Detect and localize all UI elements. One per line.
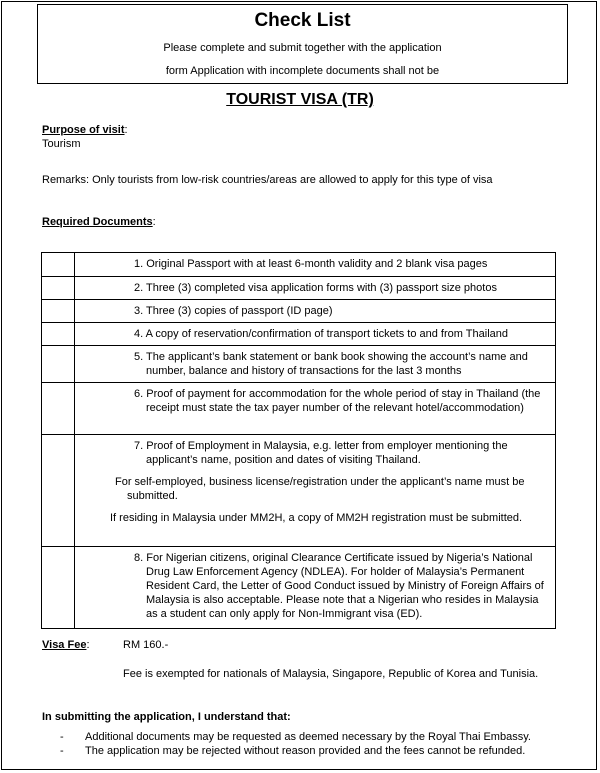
list-item-text: The application may be rejected without reason provided and the fees cannot be refunded. bbox=[85, 745, 526, 757]
document-item: 1. Original Passport with at least 6-month validity and 2 blank visa pages bbox=[134, 258, 488, 270]
dash-bullet: - bbox=[60, 731, 64, 743]
table-row bbox=[42, 323, 556, 346]
document-item: 2. Three (3) completed visa application forms with (3) passport size photos bbox=[134, 282, 497, 294]
understanding-heading: In submitting the application, I understand that: bbox=[42, 711, 291, 723]
checkbox-cell[interactable] bbox=[42, 383, 75, 435]
table-row bbox=[42, 277, 556, 300]
checkbox-cell[interactable] bbox=[42, 253, 75, 277]
checklist-header bbox=[37, 4, 568, 84]
visa-fee-colon: : bbox=[86, 639, 90, 651]
header-instruction-line-1: Please complete and submit together with the application bbox=[163, 42, 442, 54]
checkbox-cell[interactable] bbox=[42, 435, 75, 547]
required-documents-table bbox=[41, 252, 556, 629]
required-documents-heading bbox=[42, 215, 156, 229]
visa-fee-label: Visa Fee bbox=[42, 639, 87, 651]
document-cell bbox=[75, 300, 556, 323]
list-item bbox=[60, 730, 590, 744]
required-documents-label: Required Documents bbox=[42, 216, 153, 228]
checkbox-cell[interactable] bbox=[42, 346, 75, 383]
required-documents-colon: : bbox=[152, 216, 156, 228]
document-cell bbox=[75, 323, 556, 346]
document-cell bbox=[75, 277, 556, 300]
document-cell bbox=[75, 346, 556, 383]
header-instruction-line-2: form Application with incomplete documents shall not be bbox=[165, 65, 440, 77]
list-item-text: Additional documents may be requested as deemed necessary by the Royal Thai Embassy. bbox=[85, 731, 531, 743]
document-cell bbox=[75, 435, 556, 547]
checkbox-cell[interactable] bbox=[42, 277, 75, 300]
remarks-text: Remarks: Only tourists from low-risk countries/areas are allowed to apply for this type of visa bbox=[42, 174, 493, 186]
document-sub-item: For self-employed, business license/registration under the applicant’s name must be submitted. bbox=[115, 476, 525, 502]
document-item: 6. Proof of payment for accommodation for the whole period of stay in Thailand (the receipt must state the tax payer number of the relevant hotel/accommodation) bbox=[134, 388, 541, 414]
purpose-label: Purpose of visit bbox=[42, 124, 125, 136]
document-item: 4. A copy of reservation/confirmation of transport tickets to and from Thailand bbox=[134, 328, 508, 340]
document-cell bbox=[75, 253, 556, 277]
purpose-section bbox=[42, 123, 128, 151]
checkbox-cell[interactable] bbox=[42, 547, 75, 629]
checkbox-cell[interactable] bbox=[42, 300, 75, 323]
dash-bullet: - bbox=[60, 745, 64, 757]
visa-type-title: TOURIST VISA (TR) bbox=[226, 91, 374, 108]
purpose-value: Tourism bbox=[42, 138, 81, 150]
document-cell bbox=[75, 547, 556, 629]
table-row bbox=[42, 346, 556, 383]
document-cell bbox=[75, 383, 556, 435]
checkbox-cell[interactable] bbox=[42, 323, 75, 346]
list-item bbox=[60, 744, 590, 758]
purpose-colon: : bbox=[124, 124, 128, 136]
document-sub-item: If residing in Malaysia under MM2H, a copy of MM2H registration must be submitted. bbox=[110, 512, 523, 524]
visa-fee-amount: RM 160.- bbox=[123, 639, 169, 651]
table-row bbox=[42, 383, 556, 435]
document-item: 5. The applicant’s bank statement or bank book showing the account’s name and number, balance and history of transactions for the last 3 months bbox=[134, 351, 528, 377]
table-row bbox=[42, 547, 556, 629]
table-row bbox=[42, 300, 556, 323]
document-item: 3. Three (3) copies of passport (ID page) bbox=[134, 305, 333, 317]
table-row bbox=[42, 435, 556, 547]
visa-fee-row bbox=[42, 638, 90, 652]
document-item: 8. For Nigerian citizens, original Clearance Certificate issued by Nigeria’s National Drug Law Enforcement Agency (NDLEA). For holder of Malaysia’s Permanent Resident Card, the Letter of Good Conduct issued by Ministry of Foreign Affairs of Malaysia is also acceptable. Please note that a Nigerian who resides in Malaysia as a student can only apply for Non-Immigrant visa (ED). bbox=[134, 552, 544, 620]
visa-fee-exemption-note: Fee is exempted for nationals of Malaysia, Singapore, Republic of Korea and Tunisia. bbox=[123, 668, 539, 680]
document-item: 7. Proof of Employment in Malaysia, e.g. letter from employer mentioning the applicant’s name, position and dates of visiting Thailand. bbox=[134, 440, 508, 466]
understanding-list bbox=[60, 730, 590, 758]
checklist-title: Check List bbox=[254, 10, 351, 31]
table-row bbox=[42, 253, 556, 277]
